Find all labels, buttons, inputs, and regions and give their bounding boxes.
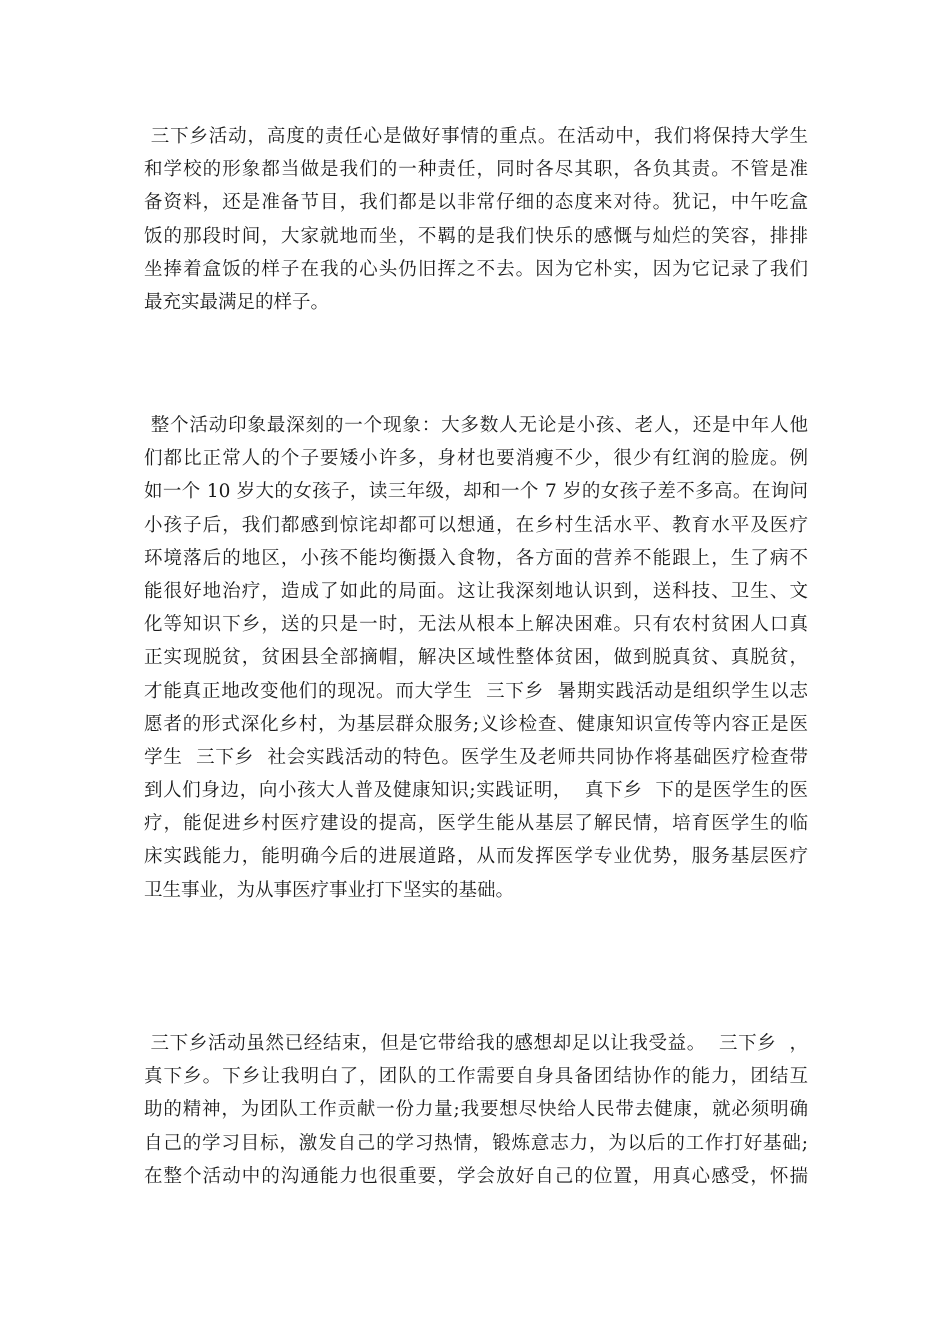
text-line: 愿者的形式深化乡村，为基层群众服务;义诊检查、健康知识宣传等内容正是医 [144,713,808,735]
text-line: 和学校的形象都当做是我们的一种责任，同时各尽其职，各负其责。不管是准 [144,159,808,181]
text-line: 才能真正地改变他们的现况。而大学生 三下乡 暑期实践活动是组织学生以志 [144,680,808,702]
text-line: 助的精神，为团队工作贡献一份力量;我要想尽快给人民带去健康，就必须明确 [144,1099,808,1121]
text-line: 最充实最满足的样子。 [144,291,330,313]
text-line: 学生 三下乡 社会实践活动的特色。医学生及老师共同协作将基础医疗检查带 [144,746,808,768]
text-line: 们都比正常人的个子要矮小许多，身材也要消瘦不少，很少有红润的脸庞。例 [144,448,808,470]
text-line: 环境落后的地区，小孩不能均衡摄入食物，各方面的营养不能跟上，生了病不 [144,547,808,569]
text-line: 在整个活动中的沟通能力也很重要，学会放好自己的位置，用真心感受，怀揣 [144,1165,808,1187]
text-line: 如一个 10 岁大的女孩子，读三年级，却和一个 7 岁的女孩子差不多高。在询问 [144,481,808,503]
text-line: 卫生事业，为从事医疗事业打下坚实的基础。 [144,879,515,901]
text-line: 整个活动印象最深刻的一个现象：大多数人无论是小孩、老人，还是中年人他 [144,415,808,436]
text-line: 备资料，还是准备节目，我们都是以非常仔细的态度来对待。犹记，中午吃盒 [144,192,808,214]
text-line: 三下乡活动，高度的责任心是做好事情的重点。在活动中，我们将保持大学生 [144,126,808,147]
paragraph-3 [144,1027,808,1193]
text-line: 床实践能力，能明确今后的进展道路，从而发挥医学专业优势，服务基层医疗 [144,846,808,868]
text-line: 三下乡活动虽然已经结束，但是它带给我的感想却足以让我受益。 三下乡 ， [144,1033,808,1054]
text-line: 自己的学习目标，激发自己的学习热情，锻炼意志力，为以后的工作打好基础; [144,1132,808,1154]
text-line: 小孩子后，我们都感到惊诧却都可以想通，在乡村生活水平、教育水平及医疗 [144,514,808,536]
text-line: 正实现脱贫，贫困县全部摘帽，解决区域性整体贫困，做到脱真贫、真脱贫， [144,647,808,669]
paragraph-1 [144,120,808,319]
text-line: 到人们身边，向小孩大人普及健康知识;实践证明， 真下乡 下的是医学生的医 [144,780,808,802]
text-line: 能很好地治疗，造成了如此的局面。这让我深刻地认识到，送科技、卫生、文 [144,580,808,602]
text-line: 饭的那段时间，大家就地而坐，不羁的是我们快乐的感慨与灿烂的笑容，排排 [144,225,808,247]
text-line: 疗，能促进乡村医疗建设的提高，医学生能从基层了解民情，培育医学生的临 [144,813,808,835]
text-line: 化等知识下乡，送的只是一时，无法从根本上解决困难。只有农村贫困人口真 [144,614,808,636]
text-line: 坐捧着盒饭的样子在我的心头仍旧挥之不去。因为它朴实，因为它记录了我们 [144,258,808,280]
paragraph-2 [144,409,808,907]
text-line: 真下乡。下乡让我明白了，团队的工作需要自身具备团结协作的能力，团结互 [144,1066,808,1088]
